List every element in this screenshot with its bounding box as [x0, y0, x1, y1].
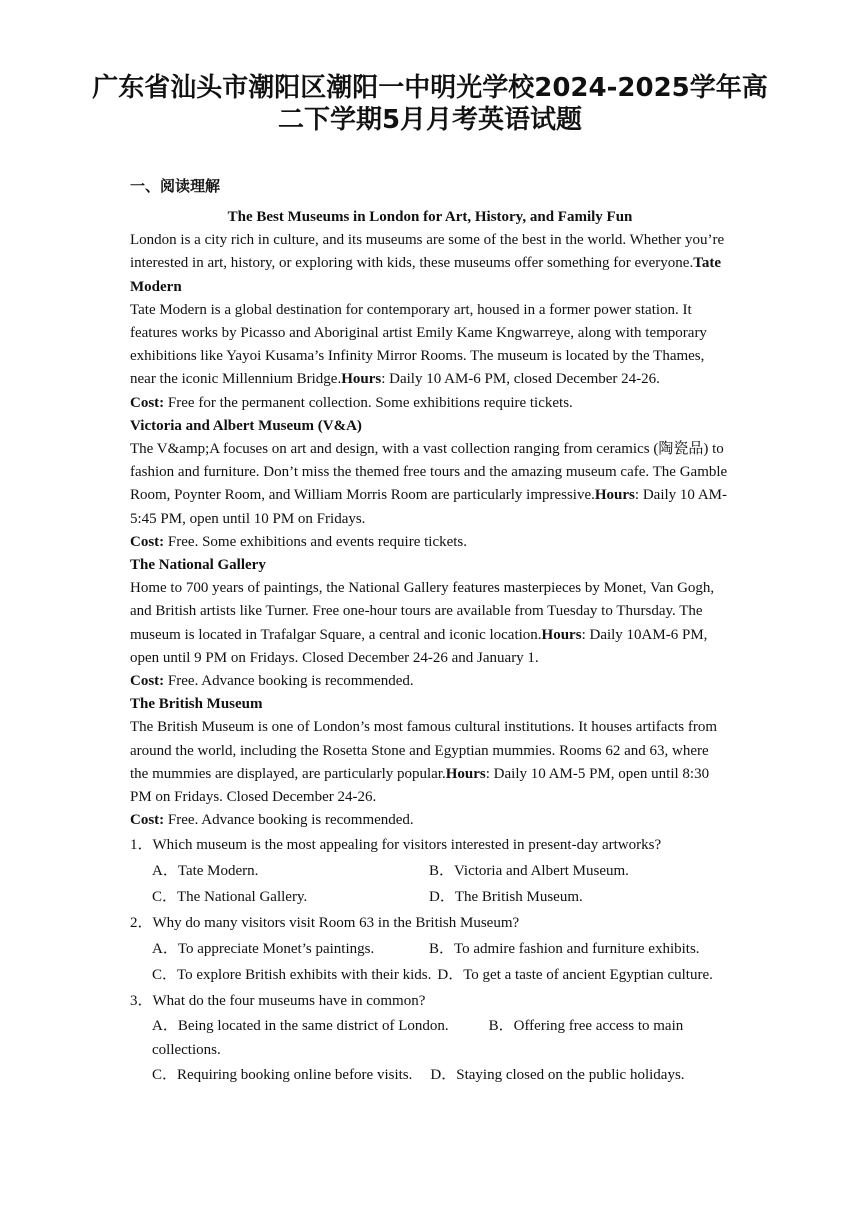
option-b[interactable]: B．Victoria and Albert Museum.: [429, 863, 629, 880]
hours-label: Hours: [541, 626, 582, 643]
question-2: [130, 910, 730, 988]
intro-text: London is a city rich in culture, and its museums are some of the best in the world. Whether you’re interested in art, history, or exploring with kids, these museums offer something for everyone.: [130, 232, 725, 272]
page-title: [90, 72, 770, 136]
cost-text: Free for the permanent collection. Some exhibitions require tickets.: [164, 394, 573, 411]
option-row: [130, 858, 730, 884]
museum-cost: [130, 392, 730, 415]
option-c[interactable]: C．Requiring booking online before visits.: [152, 1067, 413, 1084]
question-stem: 2．Why do many visitors visit Room 63 in the British Museum?: [130, 915, 520, 932]
cost-label: Cost:: [130, 533, 165, 550]
option-d[interactable]: D．The British Museum.: [429, 889, 583, 906]
description-text: Home to 700 years of paintings, the National Gallery features masterpieces by Monet, Van Gogh, and British artists like Turner. Free one-hour tours are available from Tuesday to Thursday. The museum is located in Trafalgar Square, a central and iconic location.: [130, 580, 715, 643]
description-text: Tate Modern is a global destination for contemporary art, housed in a former power station. It features works by Picasso and Aboriginal artist Emily Kame Kngwarreye, along with temporary exhibitions like Yayoi Kusama’s Infinity Mirror Rooms. The museum is located by the Thames, near the iconic Millennium Bridge.: [130, 301, 707, 388]
cost-label: Cost:: [130, 812, 165, 829]
hours-text: : Daily 10 AM-5 PM, open until 8:30 PM on Fridays. Closed December 24-26.: [130, 765, 710, 806]
museum-description: [130, 299, 730, 392]
question-1: [130, 832, 730, 910]
reading-passage: [130, 206, 730, 1088]
question-3: [130, 988, 730, 1088]
cost-label: Cost:: [130, 673, 165, 690]
description-text: The British Museum is one of London’s most famous cultural institutions. It houses artifacts from around the world, including the Rosetta Stone and Egyptian mummies. Rooms 62 and 63, where the mummies are displayed, are particularly popular.: [130, 719, 718, 782]
museum-description: [130, 577, 730, 670]
hours-text: : Daily 10 AM-5:45 PM, open until 10 PM on Fridays.: [130, 487, 727, 527]
museum-name: The British Museum: [130, 696, 263, 713]
option-row: [130, 936, 730, 962]
museum-cost: [130, 531, 730, 554]
cost-text: Free. Advance booking is recommended.: [164, 812, 414, 829]
museum-description: [130, 438, 730, 531]
museum-cost: [130, 809, 730, 832]
hours-label: Hours: [594, 487, 635, 504]
option-b[interactable]: B．Offering free access to main collections.: [152, 1018, 684, 1059]
option-row: [130, 1062, 730, 1088]
question-stem: 3．What do the four museums have in common?: [130, 993, 426, 1010]
section-heading: 一、阅读理解: [130, 177, 221, 195]
museum-name: The National Gallery: [130, 557, 266, 574]
museum-name: Tate Modern: [130, 255, 721, 295]
option-a[interactable]: A．To appreciate Monet’s paintings.: [152, 941, 375, 958]
option-row: [130, 884, 730, 910]
question-stem: 1．Which museum is the most appealing for visitors interested in present-day artworks?: [130, 837, 662, 854]
option-a[interactable]: A．Being located in the same district of London.: [152, 1018, 449, 1035]
option-d[interactable]: D．To get a taste of ancient Egyptian culture.: [437, 967, 713, 984]
option-b[interactable]: B．To admire fashion and furniture exhibits.: [429, 941, 700, 958]
hours-text: : Daily 10AM-6 PM, open until 9 PM on Fridays. Closed December 24-26 and January 1.: [130, 626, 708, 666]
description-text: The V&amp;A focuses on art and design, with a vast collection ranging from ceramics (陶瓷品) to fashion and furniture. Don’t miss the themed free tours and the amazing museum cafe. The Gamble Room, Poynter Room, and William Morris Room are particularly impressive.: [130, 441, 728, 504]
option-c[interactable]: C．The National Gallery.: [152, 889, 308, 906]
cost-text: Free. Some exhibitions and events require tickets.: [164, 533, 468, 550]
option-c[interactable]: C．To explore British exhibits with their kids.: [152, 967, 432, 984]
passage-intro: [130, 229, 730, 299]
museum-cost: [130, 670, 730, 693]
option-row: [130, 962, 730, 988]
option-d[interactable]: D．Staying closed on the public holidays.: [430, 1067, 685, 1084]
museum-description: [130, 716, 730, 809]
cost-text: Free. Advance booking is recommended.: [164, 673, 414, 690]
museum-name: Victoria and Albert Museum (V&A): [130, 417, 362, 434]
cost-label: Cost:: [130, 394, 165, 411]
title-line-2: 二下学期5月月考英语试题: [277, 105, 583, 135]
passage-heading: The Best Museums in London for Art, History, and Family Fun: [227, 209, 633, 225]
hours-label: Hours: [341, 371, 382, 388]
hours-text: : Daily 10 AM-6 PM, closed December 24-26.: [381, 371, 660, 388]
option-a[interactable]: A．Tate Modern.: [152, 863, 259, 880]
hours-label: Hours: [445, 765, 486, 782]
title-line-1: 广东省汕头市潮阳区潮阳一中明光学校2024-2025学年高: [92, 73, 768, 103]
option-block: [130, 1014, 730, 1062]
